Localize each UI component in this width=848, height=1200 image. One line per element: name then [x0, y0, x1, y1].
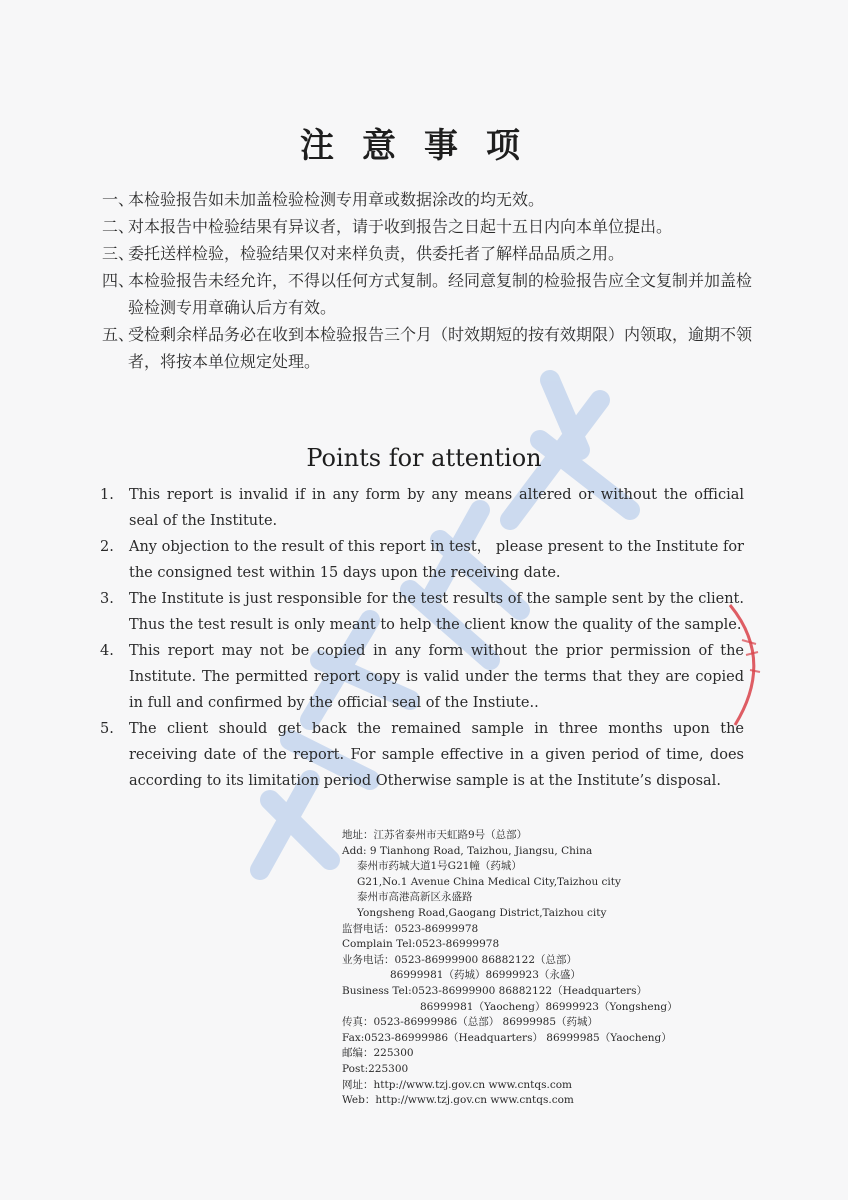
fax-en: Fax:0523-86999986（Headquarters） 86999985（Yaocheng）	[342, 1031, 672, 1044]
item-number: 5.	[100, 721, 114, 737]
address-cn: 地址：江苏省泰州市天虹路9号（总部）	[342, 829, 528, 841]
english-notice-list	[100, 482, 744, 794]
item-text: 本检验报告未经允许，不得以任何方式复制。经同意复制的检验报告应全文复制并加盖检验检测专用章确认后方有效。	[128, 271, 753, 317]
business-tel-en: Business Tel:0523-86999900 86882122（Headquarters）	[342, 984, 648, 997]
address2-en: G21,No.1 Avenue China Medical City,Taizhou city	[357, 875, 621, 888]
list-item	[102, 186, 762, 213]
address-en: Add: 9 Tianhong Road, Taizhou, Jiangsu, China	[342, 844, 593, 857]
item-number: 3.	[100, 591, 114, 607]
fax-cn: 传真：0523-86999986（总部） 86999985（药城）	[342, 1016, 598, 1029]
business-tel2-cn: 86999981（药城）86999923（永盛）	[390, 969, 581, 982]
list-item	[100, 638, 744, 716]
list-item	[102, 213, 762, 240]
item-text: Any objection to the result of this report in test， please present to the Institute for the consigned test within 15 days upon the receiving date.	[129, 539, 744, 581]
list-item	[100, 716, 744, 794]
list-item	[100, 586, 744, 638]
item-number: 五、	[102, 325, 135, 344]
list-item	[100, 534, 744, 586]
item-number: 四、	[102, 271, 135, 290]
item-text: 委托送样检验，检验结果仅对来样负责，供委托者了解样品品质之用。	[128, 244, 625, 263]
item-number: 一、	[102, 190, 135, 209]
item-text: 受检剩余样品务必在收到本检验报告三个月（时效期短的按有效期限）内领取，逾期不领者，将按本单位规定处理。	[128, 325, 753, 371]
item-text: The client should get back the remained sample in three months upon the receiving date of the report. For sample effective in a given period of time, does according to its limitation period Otherwise sample is at the Institute’s disposal.	[129, 721, 744, 789]
business-tel2-en: 86999981（Yaocheng）86999923（Yongsheng）	[420, 1000, 678, 1013]
complain-tel-en: Complain Tel:0523-86999978	[342, 938, 500, 951]
item-text: 本检验报告如未加盖检验检测专用章或数据涂改的均无效。	[128, 190, 545, 209]
website-en: Web：http://www.tzj.gov.cn www.cntqs.com	[342, 1094, 574, 1107]
item-number: 1.	[100, 487, 114, 503]
address3-en: Yongsheng Road,Gaogang District,Taizhou city	[357, 906, 607, 919]
post-cn: 邮编：225300	[342, 1047, 414, 1060]
list-item	[102, 267, 762, 321]
english-title: Points for attention	[306, 444, 542, 472]
item-number: 4.	[100, 643, 114, 659]
website-cn: 网址：http://www.tzj.gov.cn www.cntqs.com	[342, 1078, 573, 1091]
item-text: This report is invalid if in any form by any means altered or without the official seal of the Institute.	[129, 487, 744, 529]
address2-cn: 泰州市药城大道1号G21幢（药城）	[357, 860, 522, 873]
item-text: 对本报告中检验结果有异议者，请于收到报告之日起十五日内向本单位提出。	[128, 217, 673, 236]
chinese-title: 注意事项	[300, 126, 548, 166]
list-item	[100, 482, 744, 534]
business-tel-cn: 业务电话：0523-86999900 86882122（总部）	[342, 953, 577, 966]
address3-cn: 泰州市高港高新区永盛路	[357, 891, 473, 904]
item-text: The Institute is just responsible for the test results of the sample sent by the client. Thus the test result is only meant to help the client know the quality of the sample.	[129, 591, 744, 633]
chinese-notice-list	[102, 186, 762, 375]
item-number: 三、	[102, 244, 135, 263]
item-text: This report may not be copied in any form without the prior permission of the Institute. The permitted report copy is valid under the terms that they are copied in full and confirmed by the official seal of the Instiute..	[129, 643, 744, 711]
item-number: 二、	[102, 217, 135, 236]
item-number: 2.	[100, 539, 114, 555]
complain-tel-cn: 监督电话：0523-86999978	[342, 922, 479, 935]
contact-info-block	[342, 828, 762, 1109]
post-en: Post:225300	[342, 1062, 409, 1075]
list-item	[102, 240, 762, 267]
list-item	[102, 321, 762, 375]
